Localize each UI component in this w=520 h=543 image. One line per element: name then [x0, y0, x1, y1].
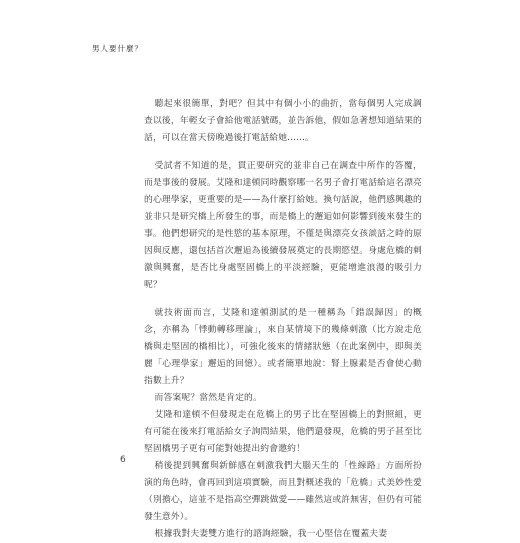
- page-number: 6: [120, 455, 126, 465]
- paragraph: 艾隆和達頓不但發現走在危橋上的男子比在堅固橋上的對照組，更有可能在後來打電話給女子詢問結果，他們還發現，危橋的男子甚至比堅固橋男子更有可能對她提出約會邀約！: [144, 410, 422, 454]
- running-header: 男人要什麼？: [92, 44, 143, 53]
- paragraph: 聽起來很簡單，對吧？但其中有個小小的曲折，當每個男人完成調查以後，年輕女子會給他電話號碼，並告訴他，假如急著想知道結果的話，可以在當天傍晚過後打電話給她……。: [144, 99, 422, 143]
- paragraph: 而答案呢？當然是肯定的。: [154, 393, 262, 403]
- body-text: [144, 96, 422, 543]
- paragraph: 根據我對夫妻雙方進行的諮詢經驗，我一心堅信在覆蓋夫妻: [154, 529, 388, 539]
- paragraph: 稍後提到興奮與新鮮感在刺激我們大腦天生的「性線路」方面所扮演的角色時，會再回到這項實驗，而且對概述我的「危橋」式美妙性愛（別擔心，這並不是指高空彈跳做愛——雖然這或許無害，但仍有可能發生意外）。: [144, 461, 422, 522]
- paragraph: 就技術面而言，艾隆和達頓測試的是一種稱為「錯誤歸因」的概念，亦稱為「悸動轉移理論」，來自某情境下的幾條刺激（比方說走危橋與走堅固的橋相比），可強化後來的情緒狀態（在此案例中，即與美麗「心理學家」邂逅的回憶）。或者簡單地說：腎上腺素是否會使心動指數上升？: [144, 308, 422, 386]
- paragraph: 受試者不知道的是，貫正要研究的並非自己在調查中所作的答覆，而是事後的發展。艾隆和達頓同時觀察哪一名男子會打電話給這名漂亮的心理學家，更重要的是——為什麼打給她。換句話說，他們感興趣的並非只是研究橋上所發生的事，而是橋上的邂逅如何影響到後來發生的事。他們想研究的是性慾的基本原理，不僅是與漂亮女孩談話之時的原因與反應，還包括首次邂逅為後續發展奠定的長期慾望。身處危橋的刺激與興奮，是否比身處堅固橋上的平淡經驗，更能增進浪漫的吸引力呢？: [144, 161, 422, 290]
